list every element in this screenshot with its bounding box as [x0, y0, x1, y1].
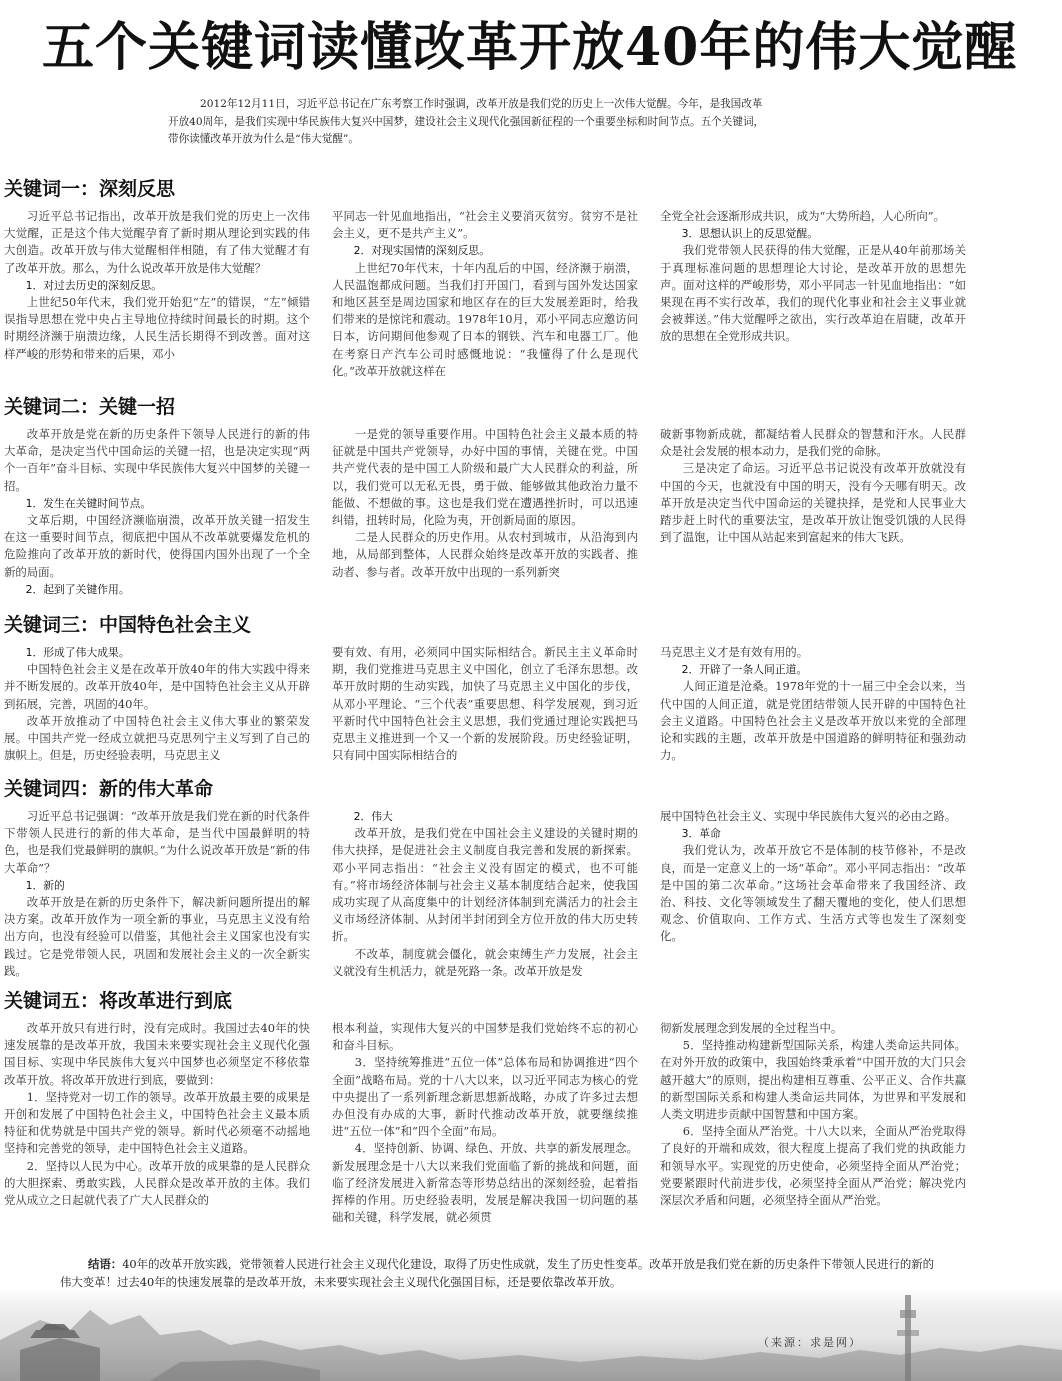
paragraph: 马克思主义才是有效有用的。 — [660, 645, 809, 659]
section-3-heading: 关键词三：中国特色社会主义 — [4, 614, 252, 636]
paragraph: 我们党认为，改革开放它不是体制的枝节修补，不是改良，而是一定意义上的一场“革命”。邓小平同志指出：“改革是中国的第二次革命。”这场社会革命带来了我国经济、政治、科技、文化等领域发生了翻天覆地的变化，使人们思想观念、价值取向、工作方式、生活方式等也发生了深刻变化。 — [660, 843, 966, 944]
paragraph: 彻新发展理念到发展的全过程当中。 — [660, 1021, 843, 1035]
paragraph: 习近平总书记指出，改革开放是我们党的历史上一次伟大觉醒，正是这个伟大觉醒孕育了新时期从理论到实践的伟大创造。改革开放与伟大觉醒相伴相随，有了伟大觉醒才有了改革开放。那么，为什么说改革开放是伟大觉醒？ — [4, 209, 310, 275]
paragraph: 1．坚持党对一切工作的领导。改革开放最主要的成果是开创和发展了中国特色社会主义，中国特色社会主义最本质特征和优势就是中国共产党的领导。新时代必须毫不动摇地坚持和完善党的领导，走中国特色社会主义道路。 — [4, 1089, 310, 1156]
section-4-col-3 — [660, 808, 966, 988]
section-3-col-1 — [4, 644, 310, 770]
section-5-col-2 — [332, 1020, 638, 1250]
section-2-col-3 — [660, 426, 966, 606]
paragraph: 不改革，制度就会僵化，就会束缚生产力发展，社会主义就没有生机活力，就是死路一条。改革开放是发 — [332, 946, 638, 978]
paragraph: 改革开放是党在新的历史条件下领导人民进行的新的伟大革命，是决定当代中国命运的关键一招，也是决定实现“两个一百年”奋斗目标、实现中华民族伟大复兴中国梦的关键一招。 — [4, 427, 310, 493]
paragraph: 一是党的领导重要作用。中国特色社会主义最本质的特征就是中国共产党领导，办好中国的事情，关键在党。中国共产党代表的是中国工人阶级和最广大人民群众的利益，所以，我们党可以无私无畏，勇于做、能够做其他政治力量不能做、不想做的事。这也是我们党在遭遇挫折时，可以迅速纠错，扭转时局，化险为夷，开创新局面的原因。 — [332, 427, 638, 528]
paragraph: 改革开放推动了中国特色社会主义伟大事业的繁荣发展。中国共产党一经成立就把马克思列宁主义写到了自己的旗帜上。但是，历史经验表明，马克思主义 — [4, 713, 310, 763]
section-4-col-2 — [332, 808, 638, 988]
paragraph: 4．坚持创新、协调、绿色、开放、共享的新发展理念。新发展理念是十八大以来我们党面临了新的挑战和问题，面临了经济发展进入新常态等形势总结出的深刻经验，起着指挥棒的作用。历史经验表明，发展是解决我国一切问题的基础和关键，科学发展，就必须贯 — [332, 1141, 638, 1225]
section-4-col-1 — [4, 808, 310, 988]
paragraph: 改革开放只有进行时，没有完成时。我国过去40年的快速发展靠的是改革开放，我国未来要实现社会主义现代化强国目标、实现中华民族伟大复兴中国梦也必须坚定不移依靠改革开放。将改革开放进行到底，要做到： — [4, 1021, 310, 1087]
section-2-col-1 — [4, 426, 310, 606]
subheading: 1．新的 — [25, 878, 65, 892]
subheading: 2．开辟了一条人间正道。 — [681, 663, 808, 677]
subheading: 2．伟大 — [353, 810, 393, 823]
paragraph: 3．坚持统筹推进“五位一体”总体布局和协调推进“四个全面”战略布局。党的十八大以来，以习近平同志为核心的党中央提出了一系列新理念新思想新战略，办成了许多过去想办但没有办成的大事，新时代推动改革开放，就要继续推进“五位一体”和“四个全面”布局。 — [332, 1055, 638, 1139]
paragraph: 中国特色社会主义是在改革开放40年的伟大实践中得来并不断发展的。改革开放40年，是中国特色社会主义从开辟到拓展，完善，巩固的40年。 — [4, 662, 310, 711]
subheading: 3．思想认识上的反思觉醒。 — [681, 227, 819, 241]
section-3-col-3 — [660, 644, 966, 770]
paragraph: 三是决定了命运。习近平总书记说没有改革开放就没有中国的今天，也就没有中国的明天，没有今天哪有明天。改革开放是决定当代中国命运的关键抉择，是党和人民事业大踏步赶上时代的重要法宝，是改革开放让饱受饥饿的人民得到了温饱，让中国从站起来到富起来的伟大飞跃。 — [660, 461, 966, 545]
conclusion-text: 40年的改革开放实践，党带领着人民进行社会主义现代化建设，取得了历史性成就，发生了历史性变革。改革开放是我们党在新的历史条件下带领人民进行的新的伟大变革！过去40年的快速发展靠的是改革开放，未来要实现社会主义现代化强国目标，还是要依靠改革开放。 — [60, 1257, 935, 1289]
source-credit: （来源：求是网） — [758, 1336, 862, 1349]
paragraph: 上世纪50年代末，我们党开始犯“左”的错误，“左”倾错误指导思想在党中央占主导地位持续时间最长的时期。这个时期经济濒于崩溃边缘，人民生活长期得不到改善。面对这样严峻的形势和带来的后果，邓小 — [4, 295, 310, 361]
section-5-col-1 — [4, 1020, 310, 1250]
conclusion-paragraph — [60, 1256, 940, 1291]
section-1-heading: 关键词一：深刻反思 — [4, 178, 176, 200]
paragraph: 展中国特色社会主义、实现中华民族伟大复兴的必由之路。 — [660, 809, 957, 823]
section-1-col-3 — [660, 208, 966, 398]
paragraph: 改革开放，是我们党在中国社会主义建设的关键时期的伟大抉择，是促进社会主义制度自我完善和发展的新探索。邓小平同志指出：“社会主义没有固定的模式，也不可能有。”将市场经济体制与社会主义基本制度结合起来，使我国成功实现了从高度集中的计划经济体制到充满活力的社会主义市场经济体制、从封闭半封闭到全方位开放的伟大历史转折。 — [332, 826, 638, 944]
subheading: 2．起到了关键作用。 — [25, 582, 130, 596]
paragraph: 要有效、有用，必须同中国实际相结合。新民主主义革命时期，我们党推进马克思主义中国化，创立了毛泽东思想。改革开放时期的生动实践，加快了马克思主义中国化的步伐，从邓小平理论、“三个代表”重要思想、科学发展观，到习近平新时代中国特色社会主义思想，我们党通过理论实践把马克思主义推进到一个又一个新的发展阶段。历史经验证明，只有同中国实际相结合的 — [332, 645, 638, 763]
paragraph: 上世纪70年代末，十年内乱后的中国，经济濒于崩溃，人民温饱都成问题。当我们打开国门，看到与国外发达国家和地区甚至是周边国家和地区存在的巨大发展差距时，给我们带来的是惊诧和震动。1978年10月，邓小平同志应邀访问日本，访问期间他参观了日本的钢铁、汽车和电器工厂。他在考察日产汽车公司时感慨地说：“我懂得了什么是现代化。”改革开放就这样在 — [332, 260, 638, 378]
paragraph: 改革开放是在新的历史条件下，解决新问题所提出的解决方案。改革开放作为一项全新的事业，马克思主义没有给出方向，也没有经验可以借鉴，其他社会主义国家也没有实践过。它是党带领人民，巩固和发展社会主义的一次全新实践。 — [4, 895, 310, 978]
subheading: 1．对过去历史的深刻反思。 — [25, 278, 163, 292]
subheading: 1．形成了伟大成果。 — [25, 646, 130, 659]
subheading: 2．对现实国情的深刻反思。 — [353, 244, 491, 258]
subheading: 3．革命 — [681, 827, 721, 841]
section-4-heading: 关键词四：新的伟大革命 — [4, 778, 214, 800]
paragraph: 习近平总书记强调：“改革开放是我们党在新的时代条件下带领人民进行的新的伟大革命，是当代中国最鲜明的特色，也是我们党最鲜明的旗帜。”为什么说改革开放是“新的伟大革命”？ — [4, 809, 310, 875]
footer-ink-illustration — [0, 1290, 1062, 1381]
section-1-col-1 — [4, 208, 310, 398]
paragraph: 人间正道是沧桑。1978年党的十一届三中全会以来，当代中国的人间正道，就是党团结带领人民开辟的中国特色社会主义道路。中国特色社会主义是改革开放以来党的全部理论和实践的主题，改革开放是中国道路的鲜明特征和强劲动力。 — [660, 679, 966, 763]
section-5-col-3 — [660, 1020, 966, 1250]
paragraph: 我们党带领人民获得的伟大觉醒，正是从40年前那场关于真理标准问题的思想理论大讨论，是改革开放的思想先声。面对这样的严峻形势，邓小平同志一针见血地指出：“如果现在再不实行改革，我们的现代化事业和社会主义事业就会被葬送。”伟大觉醒呼之欲出，实行改革迫在眉睫，改革开放的思想在全党形成共识。 — [660, 243, 966, 344]
paragraph: 5．坚持推动构建新型国际关系，构建人类命运共同体。在对外开放的政策中，我国始终秉承着“中国开放的大门只会越开越大”的原则，提出构建相互尊重、公平正义、合作共赢的新型国际关系和构建人类命运共同体，为世界和平发展和人类文明进步贡献中国智慧和中国方案。 — [660, 1038, 966, 1122]
intro-paragraph: 2012年12月11日，习近平总书记在广东考察工作时强调，改革开放是我们党的历史上一次伟大觉醒。今年，是我国改革开放40周年，是我们实现中华民族伟大复兴中国梦，建设社会主义现代化强国新征程的一个重要坐标和时间节点。五个关键词，带你读懂改革开放为什么是“伟大觉醒”。 — [168, 98, 765, 145]
paragraph: 文革后期，中国经济濒临崩溃，改革开放关键一招发生在这一重要时间节点，彻底把中国从不改革就要爆发危机的危险推向了改革开放的新时代，使得国内国外出现了一个全新的局面。 — [4, 513, 310, 579]
paragraph: 全党全社会逐渐形成共识，成为“大势所趋，人心所向”。 — [660, 209, 946, 223]
conclusion-label: 结语： — [88, 1257, 123, 1271]
section-2-heading: 关键词二：关键一招 — [4, 396, 176, 418]
section-1-col-2 — [332, 208, 638, 398]
section-5-heading: 关键词五：将改革进行到底 — [4, 990, 233, 1012]
section-2-col-2 — [332, 426, 638, 606]
paragraph: 6．坚持全面从严治党。十八大以来，全面从严治党取得了良好的开端和成效，很大程度上提高了我们党的执政能力和领导水平。实现党的历史使命，必须坚持全面从严治党；党要紧跟时代前进步伐，必须坚持全面从严治党；解决党内深层次矛盾和问题，必须坚持全面从严治党。 — [660, 1124, 966, 1208]
subheading: 1．发生在关键时间节点。 — [25, 496, 152, 510]
page-title: 五个关键词读懂改革开放40年的伟大觉醒 — [42, 17, 1018, 78]
paragraph: 根本利益，实现伟大复兴的中国梦是我们党始终不忘的初心和奋斗目标。 — [332, 1021, 638, 1053]
paragraph: 二是人民群众的历史作用。从农村到城市，从沿海到内地，从局部到整体，人民群众始终是改革开放的实践者、推动者、参与者。改革开放中出现的一系列新突 — [332, 530, 638, 579]
paragraph: 平同志一针见血地指出，“社会主义要消灭贫穷。贫穷不是社会主义，更不是共产主义”。 — [332, 209, 638, 241]
section-3-col-2 — [332, 644, 638, 770]
paragraph: 破新事物新成就，都凝结着人民群众的智慧和汗水。人民群众是社会发展的根本动力，是我们党的命脉。 — [660, 427, 966, 459]
paragraph: 2．坚持以人民为中心。改革开放的成果靠的是人民群众的大胆探索、勇敢实践，人民群众是改革开放的主体。我们党从成立之日起就代表了广大人民群众的 — [4, 1158, 310, 1208]
